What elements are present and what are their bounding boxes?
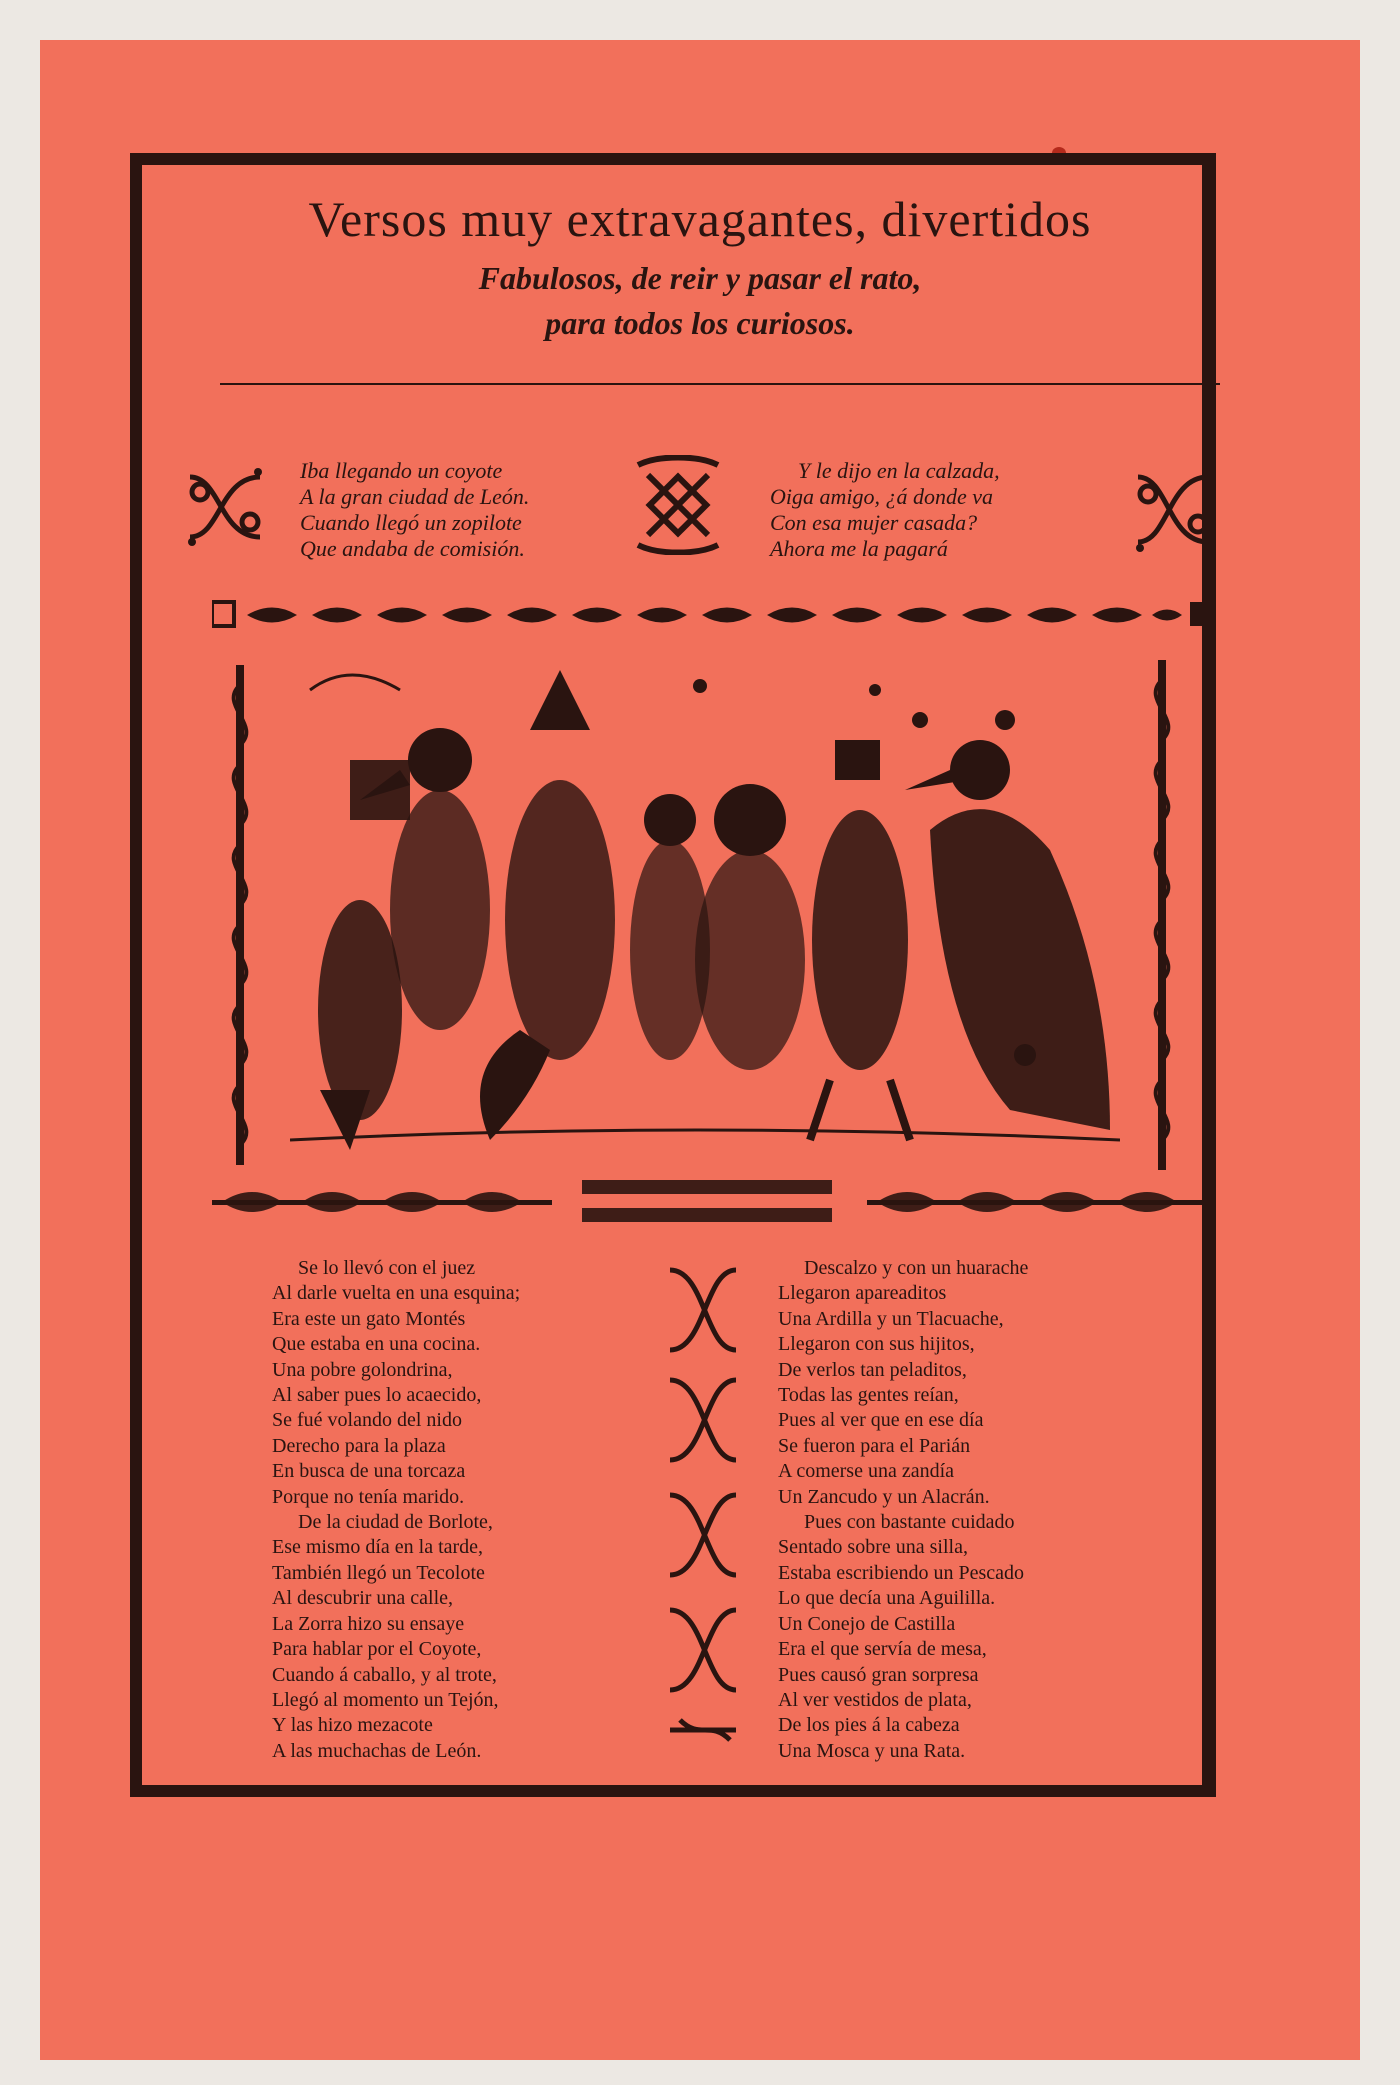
verse-line: De la ciudad de Borlote, xyxy=(298,1511,493,1534)
verse-line: A la gran ciudad de León. xyxy=(300,484,530,509)
broadside-subtitle-1: Fabulosos, de reir y pasar el rato, xyxy=(478,260,922,296)
verse-line: Un Zancudo y un Alacrán. xyxy=(778,1485,990,1508)
verse-line: Lo que decía una Aguililla. xyxy=(778,1587,996,1610)
verse-line: Al descubrir una calle, xyxy=(272,1587,454,1610)
verse-line: Al ver vestidos de plata, xyxy=(778,1688,972,1711)
bottom-verse-right xyxy=(778,1256,1028,1764)
cricket-figure xyxy=(810,740,910,1140)
vine-border-right xyxy=(1140,660,1184,1170)
leaf-border-bottom xyxy=(212,1178,1212,1226)
top-verse-right xyxy=(770,458,1000,562)
verse-line: Estaba escribiendo un Pescado xyxy=(778,1561,1025,1584)
vine-border-left xyxy=(218,665,262,1165)
verse-line: Era el que servía de mesa, xyxy=(778,1638,987,1661)
verse-line: Al saber pues lo acaecido, xyxy=(272,1384,482,1407)
title-rule xyxy=(220,383,1220,385)
verse-line: Ahora me la pagará xyxy=(770,536,948,561)
verse-line: Sentado sobre una silla, xyxy=(778,1536,968,1559)
verse-line: Cuando llegó un zopilote xyxy=(300,510,522,535)
verse-line: Pues con bastante cuidado xyxy=(804,1511,1015,1534)
leaf-border-top xyxy=(212,600,1212,630)
verse-line: De verlos tan peladitos, xyxy=(778,1358,967,1381)
verse-line: A comerse una zandía xyxy=(778,1460,955,1483)
cat-figure xyxy=(695,784,805,1070)
verse-line: Cuando á caballo, y al trote, xyxy=(272,1663,497,1686)
verse-line: También llegó un Tecolote xyxy=(272,1561,485,1584)
verse-line: Llegaron apareaditos xyxy=(778,1282,947,1305)
vulture-figure xyxy=(905,710,1110,1130)
verse-line: Iba llegando un coyote xyxy=(300,458,503,483)
verse-line: Derecho para la plaza xyxy=(272,1434,446,1457)
verse-line: A las muchachas de León. xyxy=(272,1739,482,1762)
broadside-title: Versos muy extravagantes, divertidos xyxy=(308,191,1092,247)
verse-line: En busca de una torcaza xyxy=(272,1460,466,1483)
vine-column-ornament-icon xyxy=(660,1260,746,1760)
verse-line: Llegaron con sus hijitos, xyxy=(778,1333,975,1356)
verse-line: Llegó al momento un Tejón, xyxy=(272,1688,499,1711)
verse-line: De los pies á la cabeza xyxy=(778,1714,960,1737)
verse-line: Todas las gentes reían, xyxy=(778,1384,959,1407)
verse-line: Se fueron para el Parián xyxy=(778,1434,971,1457)
verse-line: La Zorra hizo su ensaye xyxy=(272,1612,465,1635)
verse-line: Pues causó gran sorpresa xyxy=(778,1663,979,1686)
vine-ornament-icon xyxy=(180,462,270,552)
verse-line: Al darle vuelta en una esquina; xyxy=(272,1282,521,1305)
verse-line: Oiga amigo, ¿á donde va xyxy=(770,484,994,509)
verse-line: Porque no tenía marido. xyxy=(272,1485,465,1508)
broadside-subtitle-2: para todos los curiosos. xyxy=(545,305,855,341)
verse-line: Que andaba de comisión. xyxy=(300,536,525,561)
verse-line: Se lo llevó con el juez xyxy=(298,1257,476,1279)
verse-line: Con esa mujer casada? xyxy=(770,510,978,535)
vine-ornament-icon xyxy=(1128,462,1218,557)
verse-line: Era este un gato Montés xyxy=(272,1307,466,1330)
verse-line: Una Ardilla y un Tlacuache, xyxy=(778,1307,1004,1330)
verse-line: Una pobre golondrina, xyxy=(272,1358,453,1381)
verse-line: Para hablar por el Coyote, xyxy=(272,1638,482,1661)
verse-line: Un Conejo de Castilla xyxy=(778,1612,956,1635)
verse-line: Una Mosca y una Rata. xyxy=(778,1739,966,1762)
top-verse-left xyxy=(300,458,529,562)
verse-line: Y las hizo mezacote xyxy=(272,1714,433,1737)
animal-procession-illustration xyxy=(290,650,1120,1150)
verse-line: Que estaba en una cocina. xyxy=(272,1333,481,1356)
fox-figure xyxy=(480,670,615,1140)
verse-line: Pues al ver que en ese día xyxy=(778,1409,984,1432)
verse-line: Y le dijo en la calzada, xyxy=(798,458,1000,483)
bottom-verse-left xyxy=(272,1256,520,1764)
knot-ornament-icon xyxy=(628,455,728,555)
verse-line: Ese mismo día en la tarde, xyxy=(272,1536,484,1559)
verse-line: Se fué volando del nido xyxy=(272,1409,462,1432)
verse-line: Descalzo y con un huarache xyxy=(804,1257,1029,1279)
